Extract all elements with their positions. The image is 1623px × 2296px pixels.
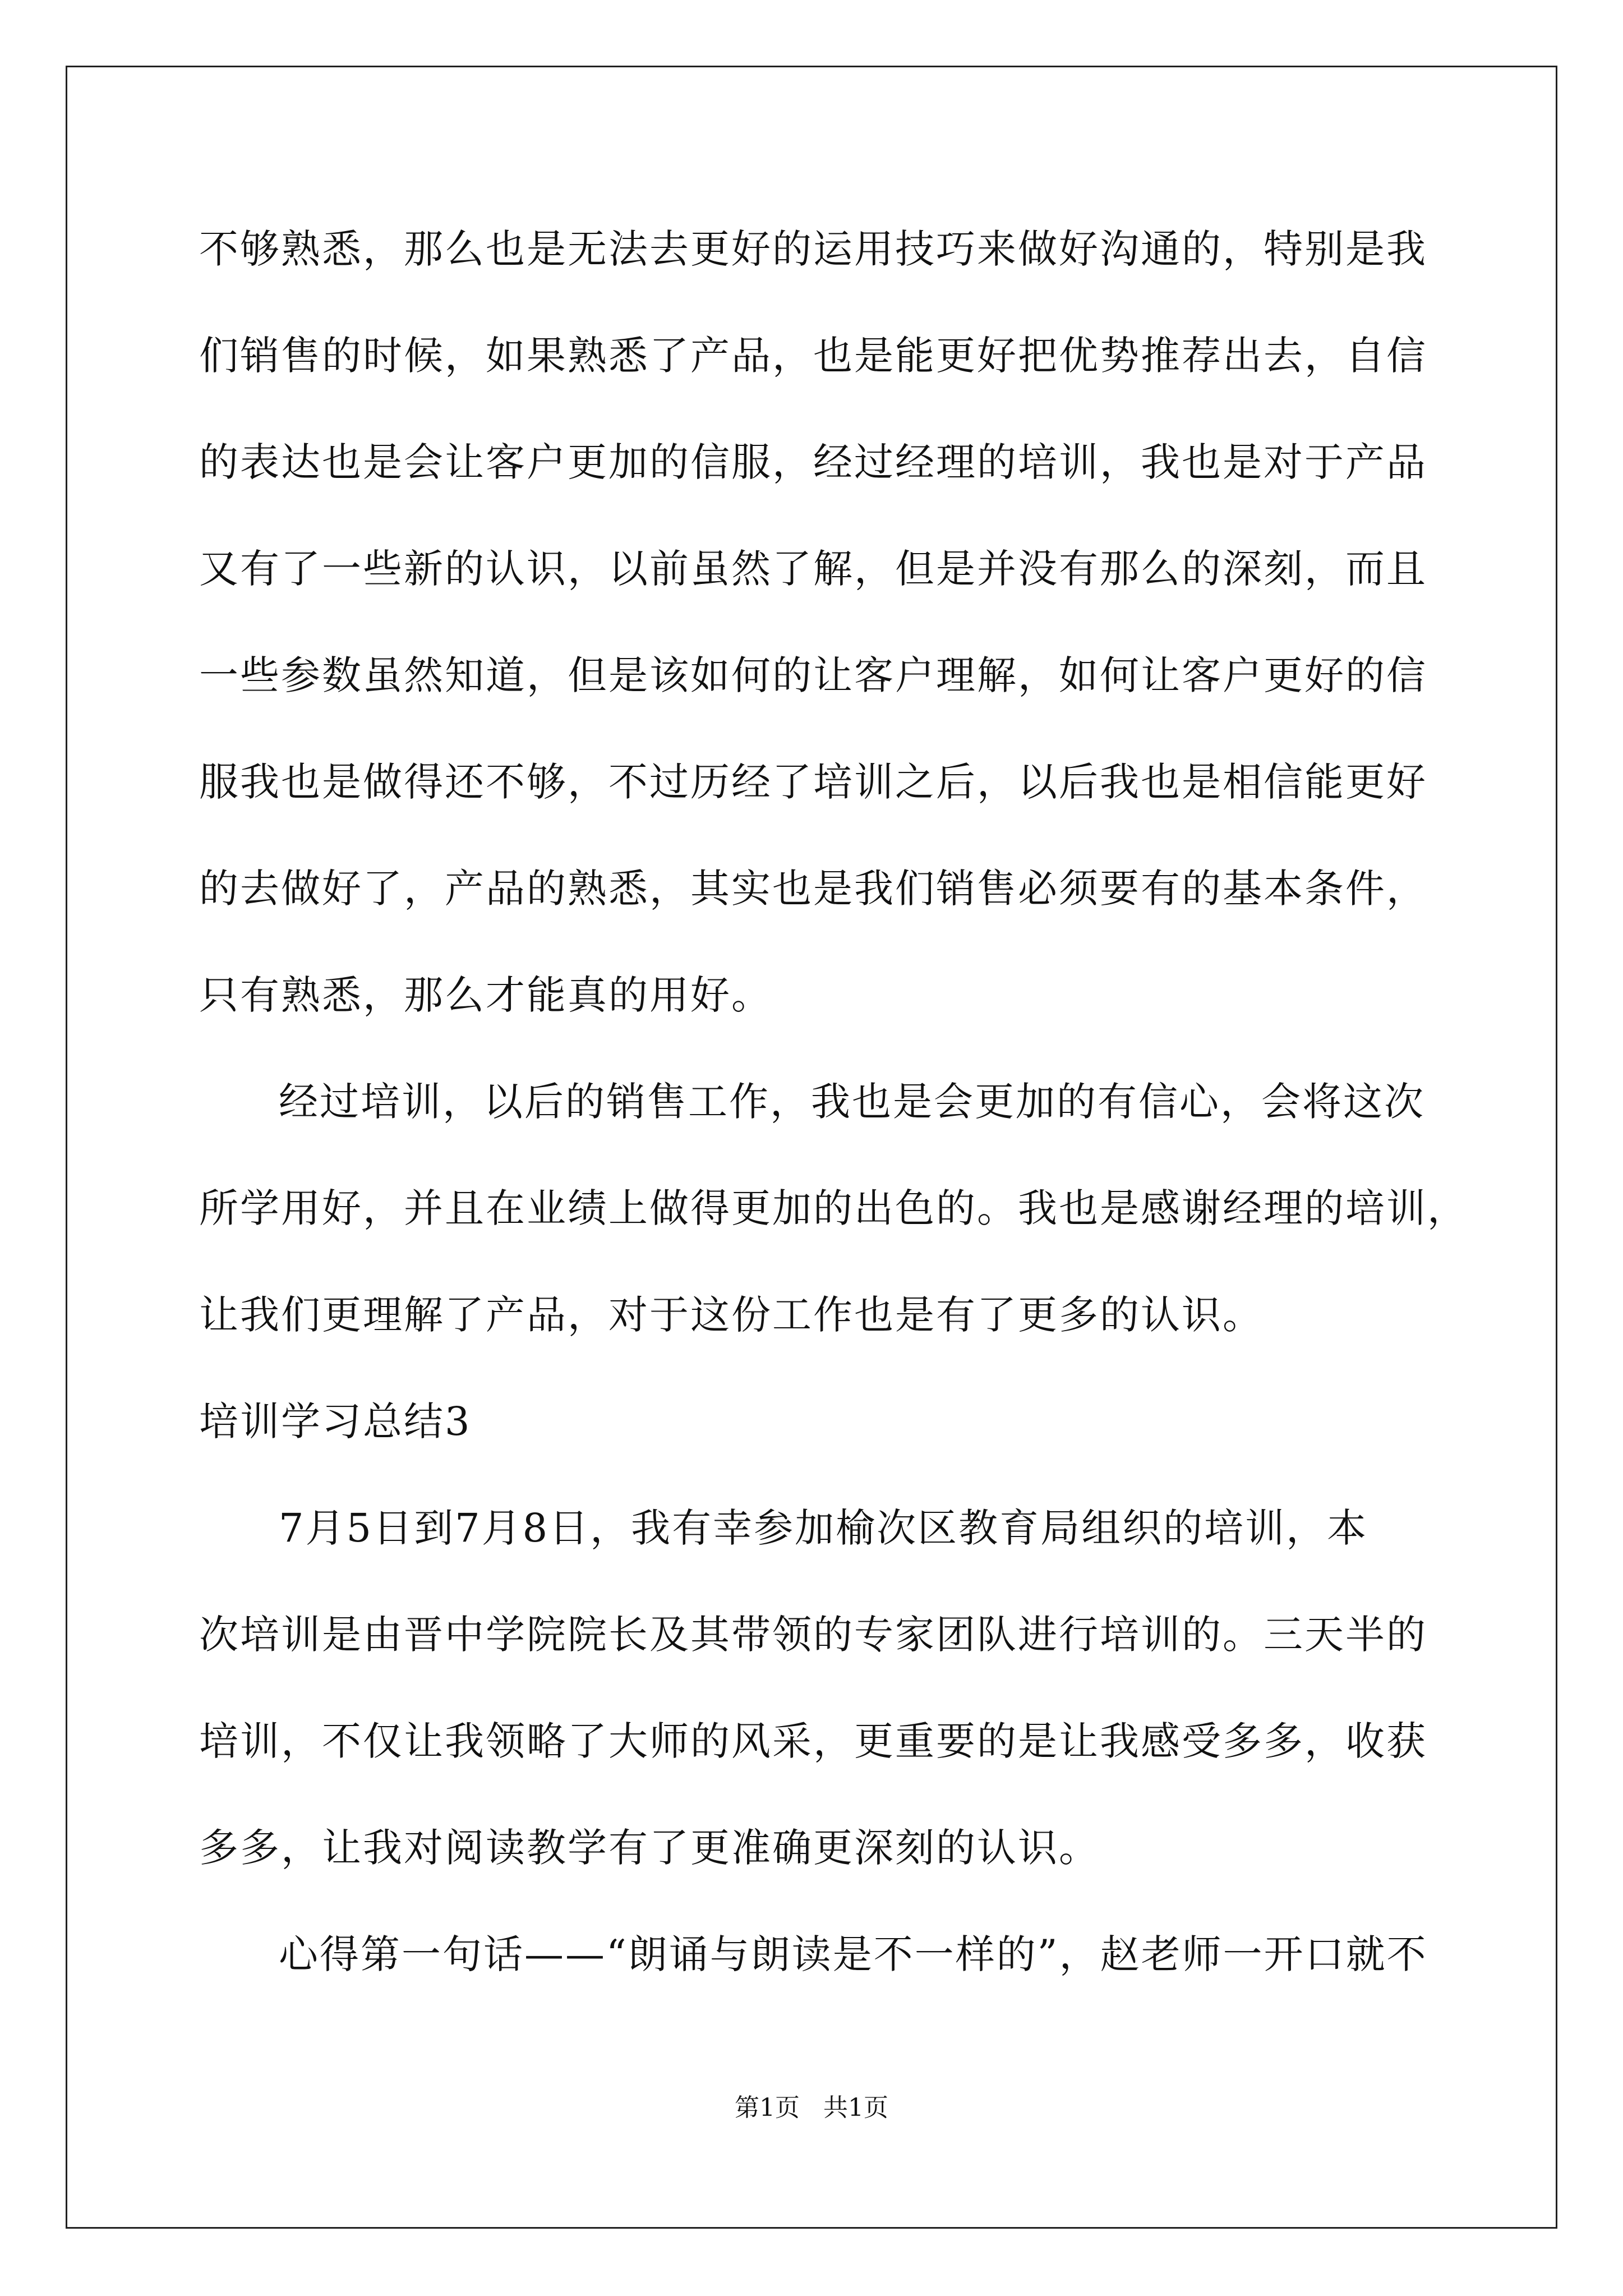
body-text-line: 所学用好，并且在业绩上做得更加的出色的。我也是感谢经理的培训， xyxy=(199,1185,1468,1231)
body-text-line: 服我也是做得还不够，不过历经了培训之后，以后我也是相信能更好 xyxy=(199,759,1427,805)
body-text-line: 的表达也是会让客户更加的信服，经过经理的培训，我也是对于产品 xyxy=(199,439,1427,485)
body-text-line: 一些参数虽然知道，但是该如何的让客户理解，如何让客户更好的信 xyxy=(199,652,1427,698)
body-text-line: 不够熟悉，那么也是无法去更好的运用技巧来做好沟通的，特别是我 xyxy=(199,226,1427,272)
body-text-line: 培训，不仅让我领略了大师的风采，更重要的是让我感受多多，收获 xyxy=(199,1718,1427,1764)
body-text-line: 只有熟悉，那么才能真的用好。 xyxy=(199,972,772,1018)
paragraph-first-line: 心得第一句话——“朗诵与朗读是不一样的”，赵老师一开口就不 xyxy=(279,1931,1428,1977)
page-number-footer: 第1页 共1页 xyxy=(735,2093,888,2122)
body-text-line: 让我们更理解了产品，对于这份工作也是有了更多的认识。 xyxy=(199,1292,1264,1338)
page-border xyxy=(66,66,1557,2229)
section-heading: 培训学习总结3 xyxy=(199,1398,472,1444)
paragraph-first-line: 7月5日到7月8日，我有幸参加榆次区教育局组织的培训，本 xyxy=(279,1505,1368,1551)
body-text-line: 又有了一些新的认识，以前虽然了解，但是并没有那么的深刻，而且 xyxy=(199,546,1427,592)
paragraph-first-line: 经过培训，以后的销售工作，我也是会更加的有信心，会将这次 xyxy=(279,1079,1425,1125)
body-text-line: 多多，让我对阅读教学有了更准确更深刻的认识。 xyxy=(199,1825,1100,1871)
body-text-line: 次培训是由晋中学院院长及其带领的专家团队进行培训的。三天半的 xyxy=(199,1612,1427,1658)
body-text-line: 的去做好了，产品的熟悉，其实也是我们销售必须要有的基本条件， xyxy=(199,866,1427,912)
body-text-line: 们销售的时候，如果熟悉了产品，也是能更好把优势推荐出去，自信 xyxy=(199,333,1427,379)
